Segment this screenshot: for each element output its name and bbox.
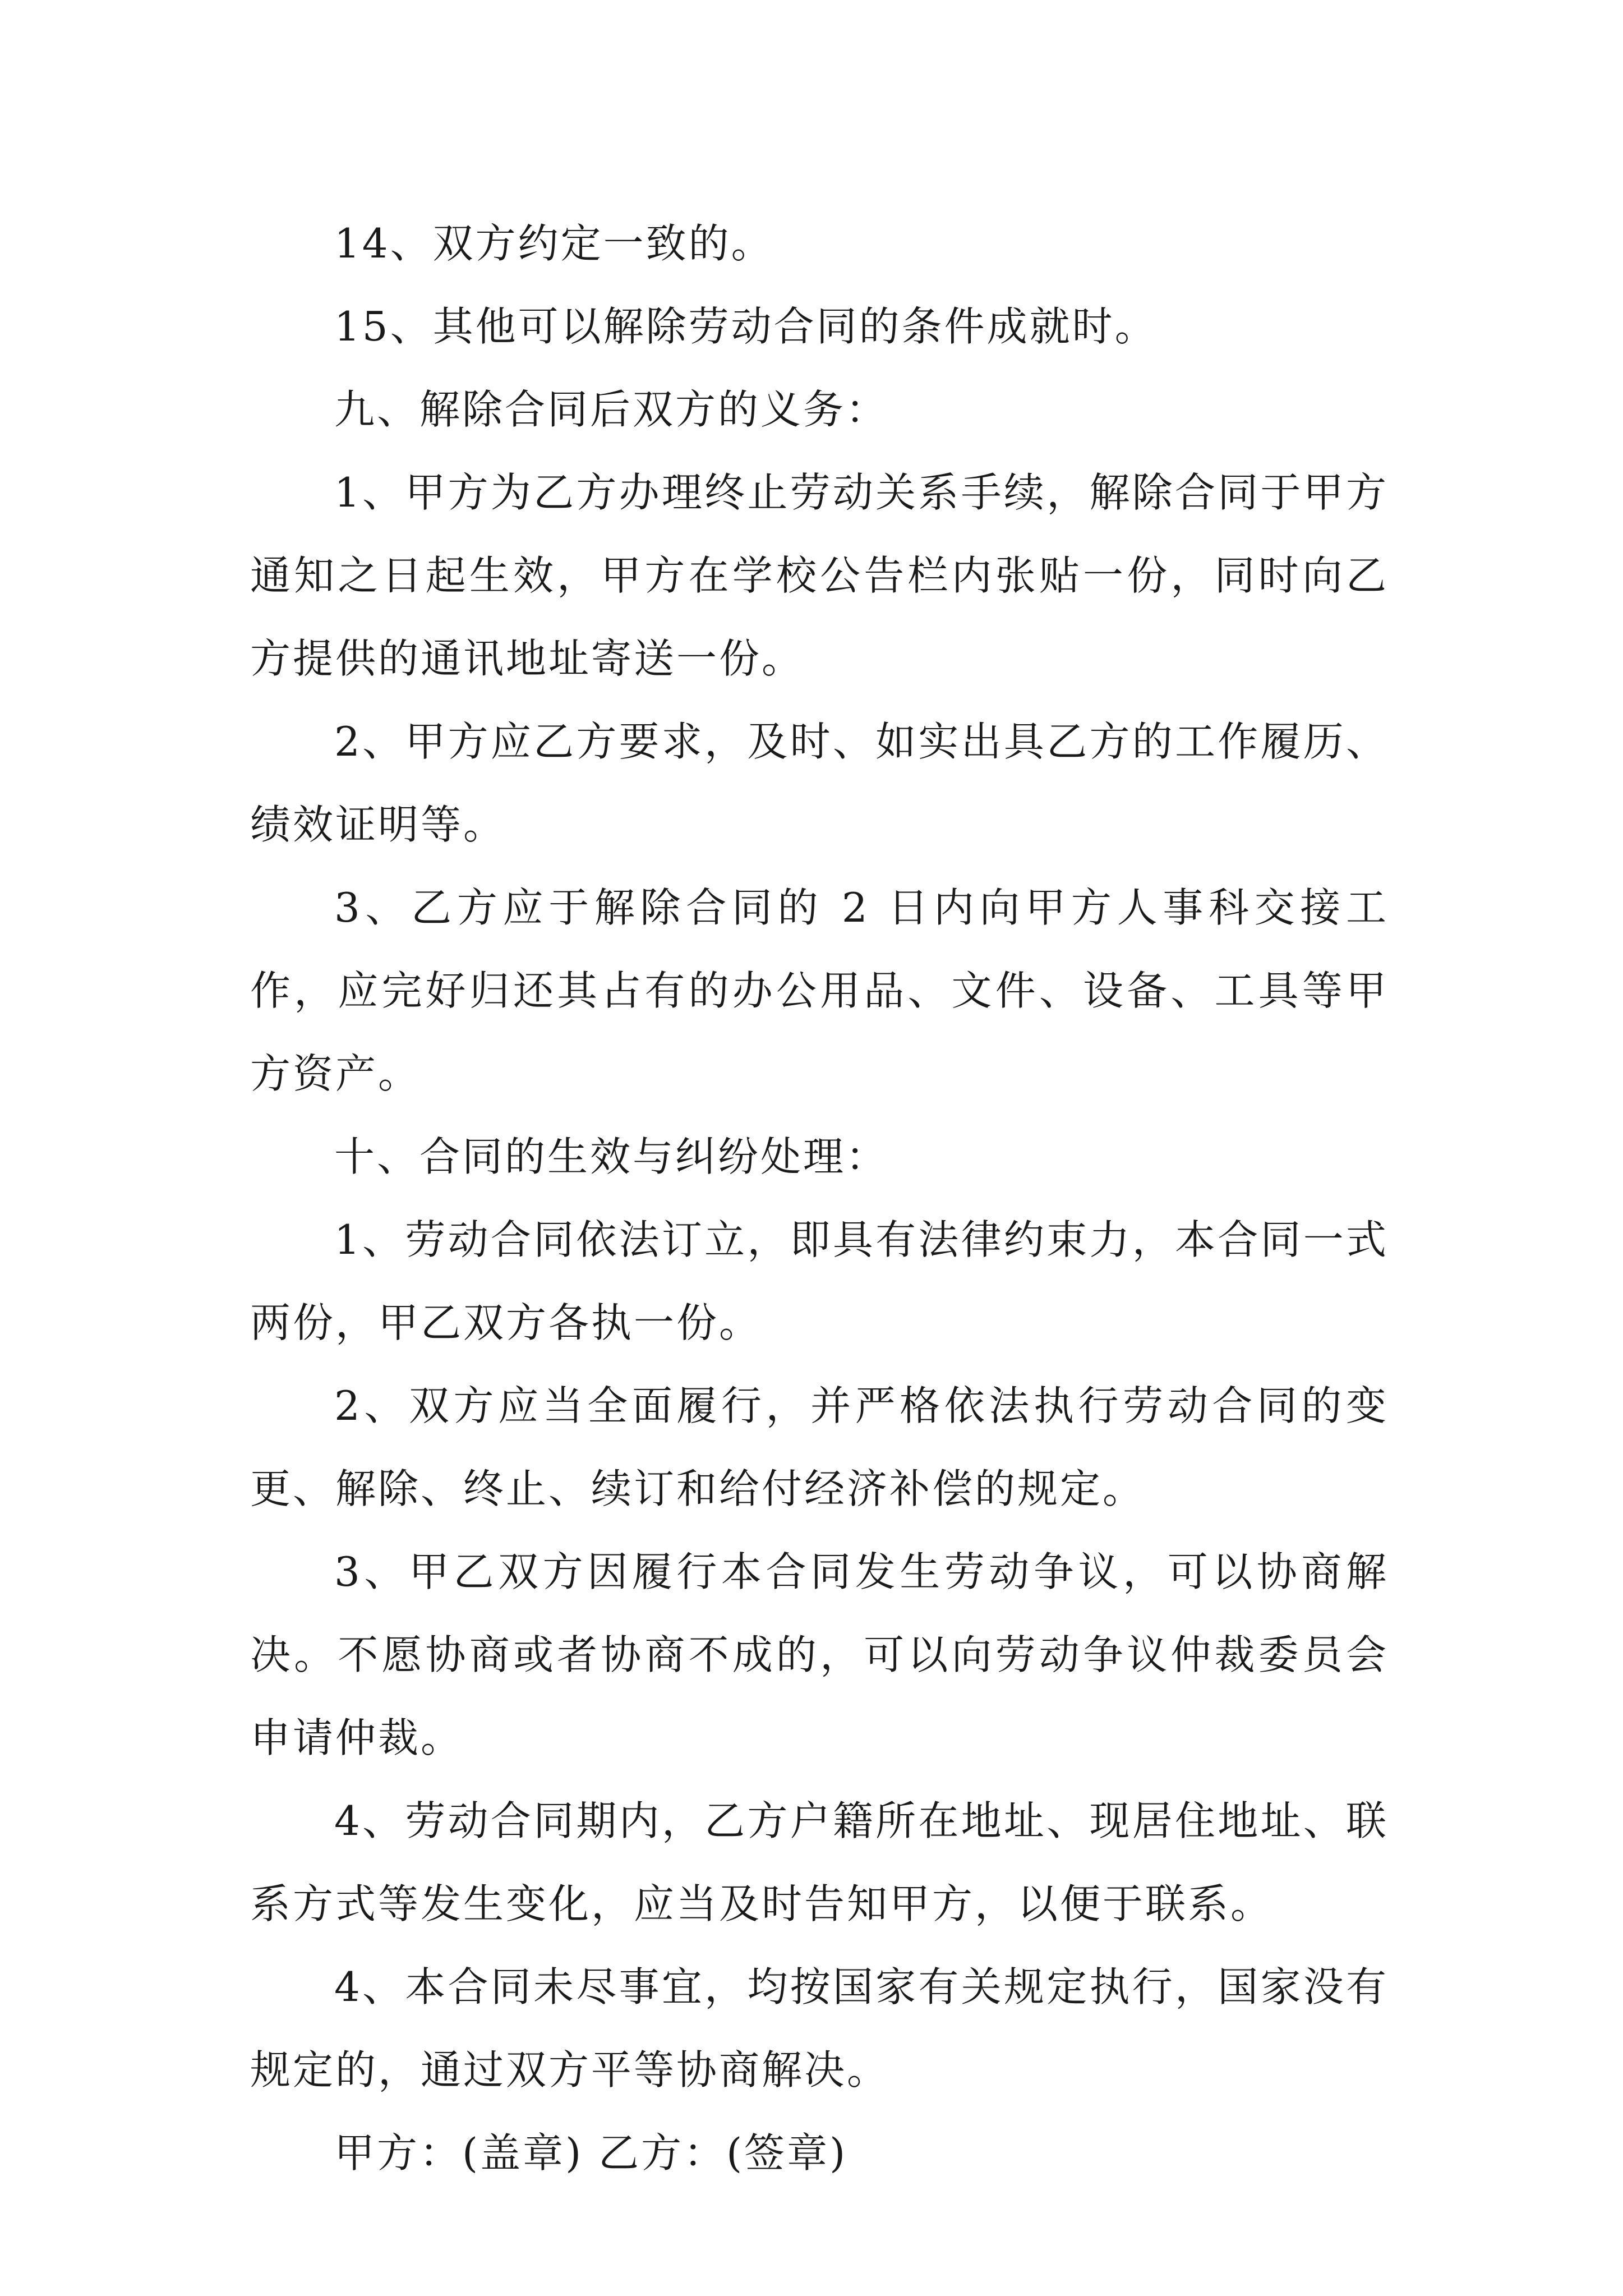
paragraph-10-4a: 4、劳动合同期内，乙方户籍所在地址、现居住地址、联系方式等发生变化，应当及时告知甲方，以便于联系。 xyxy=(250,1797,1389,1927)
paragraph-10-3: 3、甲乙双方因履行本合同发生劳动争议，可以协商解决。不愿协商或者协商不成的，可以向劳动争议仲裁委员会申请仲裁。 xyxy=(250,1548,1389,1761)
paragraph-10-1: 1、劳动合同依法订立，即具有法律约束力，本合同一式两份，甲乙双方各执一份。 xyxy=(250,1216,1389,1346)
paragraph-clause-14: 14、双方约定一致的。 xyxy=(334,220,774,267)
paragraph-9-3: 3、乙方应于解除合同的 2 日内向甲方人事科交接工作，应完好归还其占有的办公用品、文件、设备、工具等甲方资产。 xyxy=(250,884,1389,1097)
signature-line: 甲方：(盖章) 乙方：(签章) xyxy=(334,2129,848,2177)
paragraph-10-2: 2、双方应当全面履行，并严格依法执行劳动合同的变更、解除、终止、续订和给付经济补偿的规定。 xyxy=(250,1382,1389,1512)
paragraph-9-2: 2、甲方应乙方要求，及时、如实出具乙方的工作履历、绩效证明等。 xyxy=(250,718,1389,848)
document-body xyxy=(250,202,1389,2194)
paragraph-clause-15: 15、其他可以解除劳动合同的条件成就时。 xyxy=(334,303,1158,350)
section-heading-9: 九、解除合同后双方的义务： xyxy=(334,386,889,433)
section-heading-10: 十、合同的生效与纠纷处理： xyxy=(334,1133,889,1180)
paragraph-10-4b: 4、本合同未尽事宜，均按国家有关规定执行，国家没有规定的，通过双方平等协商解决。 xyxy=(250,1963,1389,2093)
paragraph-9-1: 1、甲方为乙方办理终止劳动关系手续，解除合同于甲方通知之日起生效，甲方在学校公告栏内张贴一份，同时向乙方提供的通讯地址寄送一份。 xyxy=(250,469,1389,682)
